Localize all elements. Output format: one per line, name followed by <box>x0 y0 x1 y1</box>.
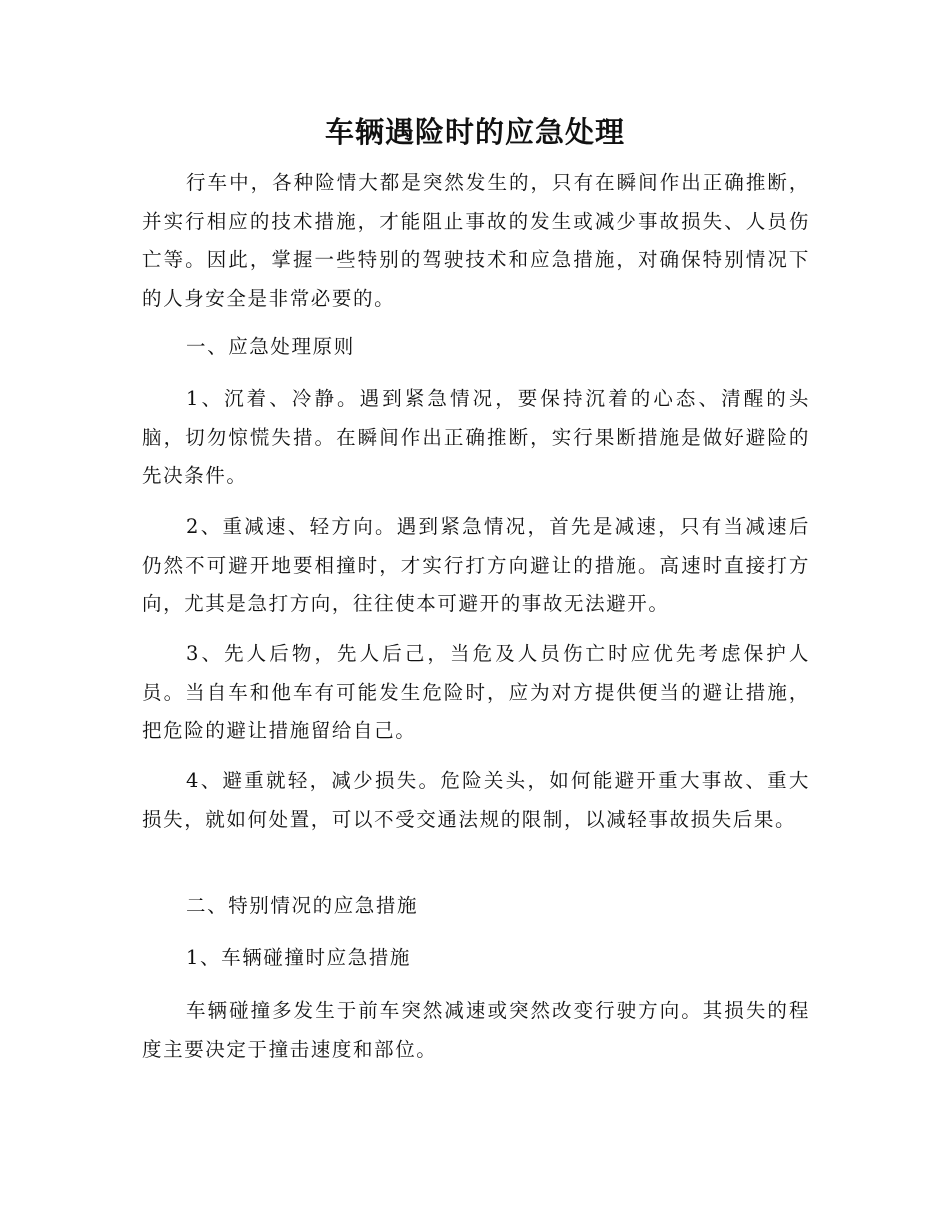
subsection-heading-collision: 1、车辆碰撞时应急措施 <box>186 946 412 969</box>
principle-paragraph-2: 2、重减速、轻方向。遇到紧急情况，首先是减速，只有当减速后仍然不可避开地要相撞时，才实行打方向避让的措施。高速时直接打方向，尤其是急打方向，往往使本可避开的事故无法避开。 <box>142 515 810 615</box>
principle-paragraph-4: 4、避重就轻，减少损失。危险关头，如何能避开重大事故、重大损失，就如何处置，可以不受交通法规的限制，以减轻事故损失后果。 <box>142 769 810 831</box>
intro-paragraph: 行车中，各种险情大都是突然发生的，只有在瞬间作出正确推断，并实行相应的技术措施，才能阻止事故的发生或减少事故损失、人员伤亡等。因此，掌握一些特别的驾驶技术和应急措施，对确保特别情况下的人身安全是非常必要的。 <box>142 171 810 310</box>
section-heading-measures: 二、特别情况的应急措施 <box>186 894 419 917</box>
principle-paragraph-3: 3、先人后物，先人后己，当危及人员伤亡时应优先考虑保护人员。当自车和他车有可能发生危险时，应为对方提供便当的避让措施，把危险的避让措施留给自己。 <box>142 642 810 742</box>
document-title: 车辆遇险时的应急处理 <box>324 115 625 149</box>
principle-paragraph-1: 1、沉着、冷静。遇到紧急情况，要保持沉着的心态、清醒的头脑，切勿惊慌失措。在瞬间作出正确推断，实行果断措施是做好避险的先决条件。 <box>142 387 810 487</box>
section-heading-principles: 一、应急处理原则 <box>186 335 355 358</box>
collision-paragraph: 车辆碰撞多发生于前车突然减速或突然改变行驶方向。其损失的程度主要决定于撞击速度和部位。 <box>142 999 810 1061</box>
